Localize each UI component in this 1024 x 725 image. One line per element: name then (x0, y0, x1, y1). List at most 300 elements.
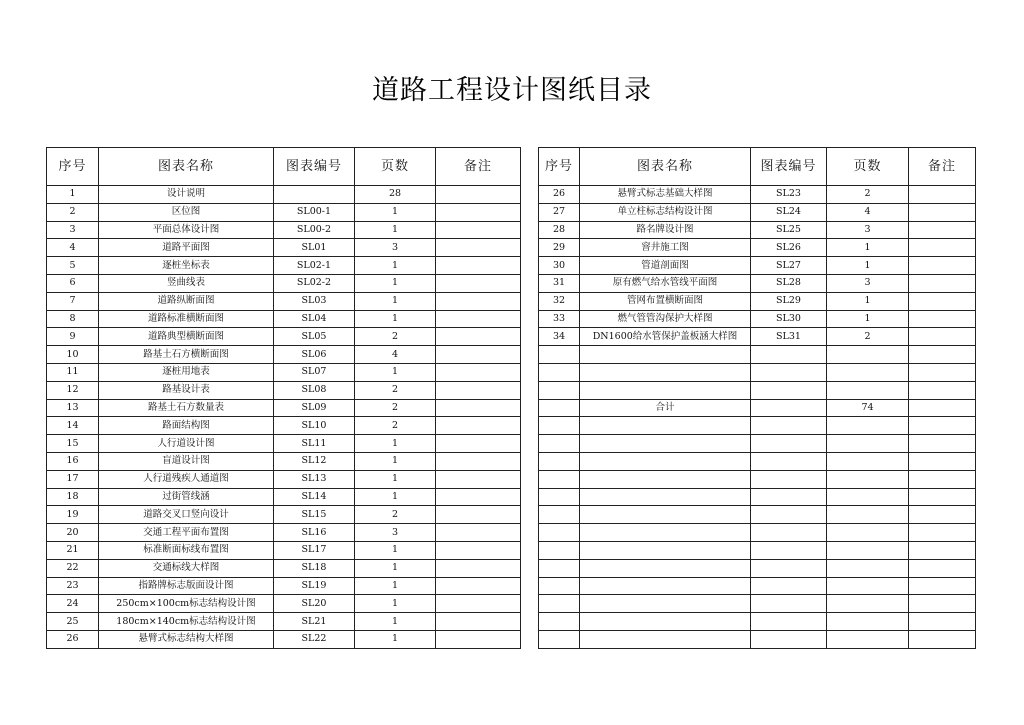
cell-no: 11 (47, 363, 99, 381)
cell-note (909, 452, 976, 470)
cell-note (909, 221, 976, 239)
cell-note (436, 595, 521, 613)
cell-note (909, 577, 976, 595)
cell-code: SL08 (274, 381, 355, 399)
cell-code (751, 559, 827, 577)
cell-name: 人行道残疾人通道图 (99, 470, 274, 488)
cell-note (909, 488, 976, 506)
cell-name: 盲道设计图 (99, 452, 274, 470)
cell-name: 管网布置横断面图 (580, 292, 751, 310)
cell-pages (827, 595, 909, 613)
cell-code: SL11 (274, 435, 355, 453)
cell-pages: 1 (355, 310, 436, 328)
table-header-row (539, 148, 976, 186)
cell-code: SL29 (751, 292, 827, 310)
table-row (47, 310, 521, 328)
table-row (539, 221, 976, 239)
cell-note (909, 381, 976, 399)
cell-name: 原有燃气给水管线平面图 (580, 274, 751, 292)
cell-note (909, 328, 976, 346)
table-row (47, 595, 521, 613)
cell-pages: 2 (355, 328, 436, 346)
cell-pages (827, 559, 909, 577)
cell-code: SL26 (751, 239, 827, 257)
cell-pages (827, 363, 909, 381)
cell-pages (827, 417, 909, 435)
table-row (47, 577, 521, 595)
cell-pages: 3 (827, 274, 909, 292)
cell-name (580, 559, 751, 577)
cell-code: SL12 (274, 452, 355, 470)
cell-pages: 3 (355, 239, 436, 257)
cell-name (580, 470, 751, 488)
cell-code: SL23 (751, 186, 827, 204)
cell-pages (827, 524, 909, 542)
cell-name (580, 595, 751, 613)
header-note: 备注 (909, 148, 976, 186)
cell-pages: 1 (827, 239, 909, 257)
cell-name: 燃气管管沟保护大样图 (580, 310, 751, 328)
cell-code (751, 541, 827, 559)
cell-pages: 2 (355, 399, 436, 417)
cell-code: SL17 (274, 541, 355, 559)
cell-name: 交通标线大样图 (99, 559, 274, 577)
cell-note (909, 595, 976, 613)
cell-note (909, 470, 976, 488)
table-row (47, 328, 521, 346)
cell-pages: 4 (355, 346, 436, 364)
cell-name: 指路牌标志版面设计图 (99, 577, 274, 595)
cell-note (436, 399, 521, 417)
cell-code: SL06 (274, 346, 355, 364)
header-pages: 页数 (355, 148, 436, 186)
cell-pages: 74 (827, 399, 909, 417)
table-row (47, 559, 521, 577)
cell-code (751, 417, 827, 435)
cell-no: 23 (47, 577, 99, 595)
cell-note (436, 381, 521, 399)
cell-note (436, 435, 521, 453)
table-row (47, 399, 521, 417)
cell-note (909, 310, 976, 328)
cell-pages: 1 (355, 257, 436, 275)
cell-no: 7 (47, 292, 99, 310)
cell-note (909, 524, 976, 542)
cell-no (539, 399, 580, 417)
cell-code: SL14 (274, 488, 355, 506)
cell-pages (827, 613, 909, 631)
cell-name: 路基土石方数量表 (99, 399, 274, 417)
cell-no: 29 (539, 239, 580, 257)
cell-no (539, 417, 580, 435)
cell-code: SL28 (751, 274, 827, 292)
cell-note (436, 346, 521, 364)
table-row (539, 292, 976, 310)
cell-code: SL00-1 (274, 203, 355, 221)
cell-pages: 1 (355, 274, 436, 292)
cell-no (539, 595, 580, 613)
cell-no (539, 613, 580, 631)
cell-note (436, 577, 521, 595)
cell-code: SL10 (274, 417, 355, 435)
cell-no: 5 (47, 257, 99, 275)
cell-code: SL30 (751, 310, 827, 328)
table-row (539, 577, 976, 595)
table-row (47, 630, 521, 648)
cell-note (436, 292, 521, 310)
cell-pages: 1 (355, 435, 436, 453)
cell-pages: 2 (827, 328, 909, 346)
cell-code: SL21 (274, 613, 355, 631)
cell-name (580, 346, 751, 364)
drawing-list-table-right (538, 147, 976, 649)
cell-name: 180cm×140cm标志结构设计图 (99, 613, 274, 631)
cell-no: 22 (47, 559, 99, 577)
cell-pages: 1 (355, 363, 436, 381)
cell-code (751, 470, 827, 488)
cell-code (751, 577, 827, 595)
cell-code: SL01 (274, 239, 355, 257)
cell-pages (827, 506, 909, 524)
cell-name: 管道剖面图 (580, 257, 751, 275)
cell-note (909, 274, 976, 292)
cell-no: 1 (47, 186, 99, 204)
table-row (539, 595, 976, 613)
cell-code (751, 488, 827, 506)
table-row (47, 292, 521, 310)
cell-pages: 4 (827, 203, 909, 221)
table-row (539, 524, 976, 542)
table-row (539, 630, 976, 648)
cell-code: SL04 (274, 310, 355, 328)
cell-name: 合计 (580, 399, 751, 417)
cell-note (909, 257, 976, 275)
cell-code: SL20 (274, 595, 355, 613)
cell-note (436, 310, 521, 328)
cell-pages: 1 (355, 203, 436, 221)
table-row (47, 452, 521, 470)
cell-no (539, 488, 580, 506)
table-row (47, 524, 521, 542)
cell-pages: 1 (355, 452, 436, 470)
cell-pages (827, 577, 909, 595)
cell-code: SL03 (274, 292, 355, 310)
cell-name: 道路标准横断面图 (99, 310, 274, 328)
cell-note (436, 506, 521, 524)
page-title: 道路工程设计图纸目录 (372, 75, 652, 106)
table-row (47, 221, 521, 239)
table-row (47, 274, 521, 292)
cell-note (436, 613, 521, 631)
cell-pages: 1 (827, 310, 909, 328)
cell-pages (827, 470, 909, 488)
table-row (539, 452, 976, 470)
cell-pages: 1 (355, 630, 436, 648)
cell-note (436, 186, 521, 204)
cell-no: 6 (47, 274, 99, 292)
cell-note (436, 417, 521, 435)
cell-note (909, 239, 976, 257)
cell-note (436, 257, 521, 275)
cell-no: 8 (47, 310, 99, 328)
cell-no (539, 363, 580, 381)
cell-code: SL13 (274, 470, 355, 488)
table-row (47, 417, 521, 435)
cell-no: 32 (539, 292, 580, 310)
cell-note (436, 559, 521, 577)
cell-name: 平面总体设计图 (99, 221, 274, 239)
cell-no: 12 (47, 381, 99, 399)
cell-no: 28 (539, 221, 580, 239)
table-header-row (47, 148, 521, 186)
cell-no: 15 (47, 435, 99, 453)
cell-note (909, 630, 976, 648)
table-row (539, 363, 976, 381)
cell-note (909, 346, 976, 364)
cell-no: 30 (539, 257, 580, 275)
cell-name (580, 506, 751, 524)
cell-code (751, 346, 827, 364)
cell-note (436, 203, 521, 221)
table-row (539, 203, 976, 221)
cell-code (751, 595, 827, 613)
cell-pages (827, 381, 909, 399)
cell-name: 逐桩用地表 (99, 363, 274, 381)
cell-name: 道路交叉口竖向设计 (99, 506, 274, 524)
table-row (539, 274, 976, 292)
cell-no: 16 (47, 452, 99, 470)
cell-pages (827, 630, 909, 648)
cell-code: SL07 (274, 363, 355, 381)
cell-name: 过街管线涵 (99, 488, 274, 506)
cell-note (436, 630, 521, 648)
cell-name: 悬臂式标志基础大样图 (580, 186, 751, 204)
cell-no: 4 (47, 239, 99, 257)
cell-note (909, 506, 976, 524)
cell-no (539, 541, 580, 559)
cell-pages: 1 (355, 559, 436, 577)
cell-pages: 28 (355, 186, 436, 204)
cell-pages (827, 346, 909, 364)
table-row (47, 186, 521, 204)
cell-name (580, 630, 751, 648)
cell-code (751, 363, 827, 381)
header-name: 图表名称 (99, 148, 274, 186)
table-row (539, 506, 976, 524)
cell-name: 路基设计表 (99, 381, 274, 399)
cell-code: SL31 (751, 328, 827, 346)
cell-pages: 2 (355, 506, 436, 524)
cell-note (436, 488, 521, 506)
cell-pages: 1 (355, 577, 436, 595)
cell-no: 19 (47, 506, 99, 524)
cell-pages: 1 (355, 470, 436, 488)
cell-no (539, 577, 580, 595)
cell-no: 17 (47, 470, 99, 488)
cell-name: 单立柱标志结构设计图 (580, 203, 751, 221)
cell-pages: 1 (827, 292, 909, 310)
cell-no (539, 559, 580, 577)
cell-no (539, 524, 580, 542)
cell-code (751, 613, 827, 631)
table-row (539, 346, 976, 364)
cell-code (274, 186, 355, 204)
table-row (47, 613, 521, 631)
table-row (47, 541, 521, 559)
cell-note (909, 435, 976, 453)
cell-name (580, 524, 751, 542)
cell-pages: 1 (355, 595, 436, 613)
cell-no: 21 (47, 541, 99, 559)
cell-note (909, 417, 976, 435)
cell-name (580, 363, 751, 381)
table-row (539, 186, 976, 204)
table-row (539, 417, 976, 435)
table-row (47, 239, 521, 257)
cell-no (539, 506, 580, 524)
cell-name (580, 488, 751, 506)
cell-no: 25 (47, 613, 99, 631)
table-row (47, 470, 521, 488)
cell-name: 道路纵断面图 (99, 292, 274, 310)
cell-name: DN1600给水管保护盖板涵大样图 (580, 328, 751, 346)
table-row (47, 506, 521, 524)
cell-code (751, 630, 827, 648)
cell-name: 道路典型横断面图 (99, 328, 274, 346)
table-row (47, 363, 521, 381)
drawing-list-table-left (46, 147, 521, 649)
cell-name: 设计说明 (99, 186, 274, 204)
cell-no: 2 (47, 203, 99, 221)
cell-code: SL05 (274, 328, 355, 346)
cell-note (436, 274, 521, 292)
table-row (539, 381, 976, 399)
cell-code (751, 399, 827, 417)
cell-pages: 2 (355, 417, 436, 435)
table-row (539, 239, 976, 257)
cell-no: 34 (539, 328, 580, 346)
cell-name: 竖曲线表 (99, 274, 274, 292)
cell-code: SL16 (274, 524, 355, 542)
cell-code (751, 452, 827, 470)
cell-note (909, 541, 976, 559)
table-row (539, 541, 976, 559)
cell-pages: 2 (355, 381, 436, 399)
cell-pages: 1 (355, 613, 436, 631)
cell-note (436, 328, 521, 346)
cell-no: 18 (47, 488, 99, 506)
cell-code: SL25 (751, 221, 827, 239)
cell-pages: 3 (827, 221, 909, 239)
cell-code (751, 381, 827, 399)
cell-pages: 1 (355, 221, 436, 239)
header-pages: 页数 (827, 148, 909, 186)
cell-no: 20 (47, 524, 99, 542)
cell-no: 31 (539, 274, 580, 292)
table-row (539, 310, 976, 328)
header-no: 序号 (47, 148, 99, 186)
table-row (539, 328, 976, 346)
cell-name: 道路平面图 (99, 239, 274, 257)
table-row (539, 435, 976, 453)
cell-pages: 1 (355, 541, 436, 559)
header-note: 备注 (436, 148, 521, 186)
table-row (539, 470, 976, 488)
cell-code: SL02-1 (274, 257, 355, 275)
cell-no: 27 (539, 203, 580, 221)
cell-name: 路名牌设计图 (580, 221, 751, 239)
cell-note (909, 363, 976, 381)
cell-no: 26 (47, 630, 99, 648)
table-row (539, 613, 976, 631)
cell-note (436, 524, 521, 542)
table-row (47, 203, 521, 221)
cell-name: 人行道设计图 (99, 435, 274, 453)
table-row (539, 399, 976, 417)
cell-name (580, 541, 751, 559)
table-row (47, 435, 521, 453)
cell-note (909, 399, 976, 417)
cell-code: SL19 (274, 577, 355, 595)
cell-name (580, 381, 751, 399)
cell-code (751, 435, 827, 453)
table-row (47, 381, 521, 399)
cell-pages: 1 (355, 488, 436, 506)
cell-code: SL18 (274, 559, 355, 577)
cell-note (909, 203, 976, 221)
cell-note (909, 186, 976, 204)
header-name: 图表名称 (580, 148, 751, 186)
table-row (539, 559, 976, 577)
cell-note (436, 541, 521, 559)
cell-name: 250cm×100cm标志结构设计图 (99, 595, 274, 613)
header-code: 图表编号 (751, 148, 827, 186)
cell-no (539, 435, 580, 453)
cell-name: 路基土石方横断面图 (99, 346, 274, 364)
header-no: 序号 (539, 148, 580, 186)
cell-name: 标准断面标线布置图 (99, 541, 274, 559)
cell-pages: 2 (827, 186, 909, 204)
table-row (539, 257, 976, 275)
cell-name (580, 613, 751, 631)
cell-note (909, 559, 976, 577)
cell-name: 路面结构图 (99, 417, 274, 435)
cell-code (751, 524, 827, 542)
cell-code: SL27 (751, 257, 827, 275)
cell-name (580, 417, 751, 435)
cell-pages: 1 (827, 257, 909, 275)
cell-name: 窨井施工图 (580, 239, 751, 257)
cell-pages: 3 (355, 524, 436, 542)
cell-code: SL00-2 (274, 221, 355, 239)
cell-code: SL15 (274, 506, 355, 524)
cell-no: 26 (539, 186, 580, 204)
cell-code: SL22 (274, 630, 355, 648)
table-row (539, 488, 976, 506)
cell-note (909, 292, 976, 310)
cell-no (539, 381, 580, 399)
cell-name: 交通工程平面布置图 (99, 524, 274, 542)
header-code: 图表编号 (274, 148, 355, 186)
cell-name (580, 577, 751, 595)
cell-note (436, 470, 521, 488)
cell-note (909, 613, 976, 631)
cell-no: 24 (47, 595, 99, 613)
cell-note (436, 452, 521, 470)
cell-name: 悬臂式标志结构大样图 (99, 630, 274, 648)
cell-note (436, 363, 521, 381)
cell-code (751, 506, 827, 524)
